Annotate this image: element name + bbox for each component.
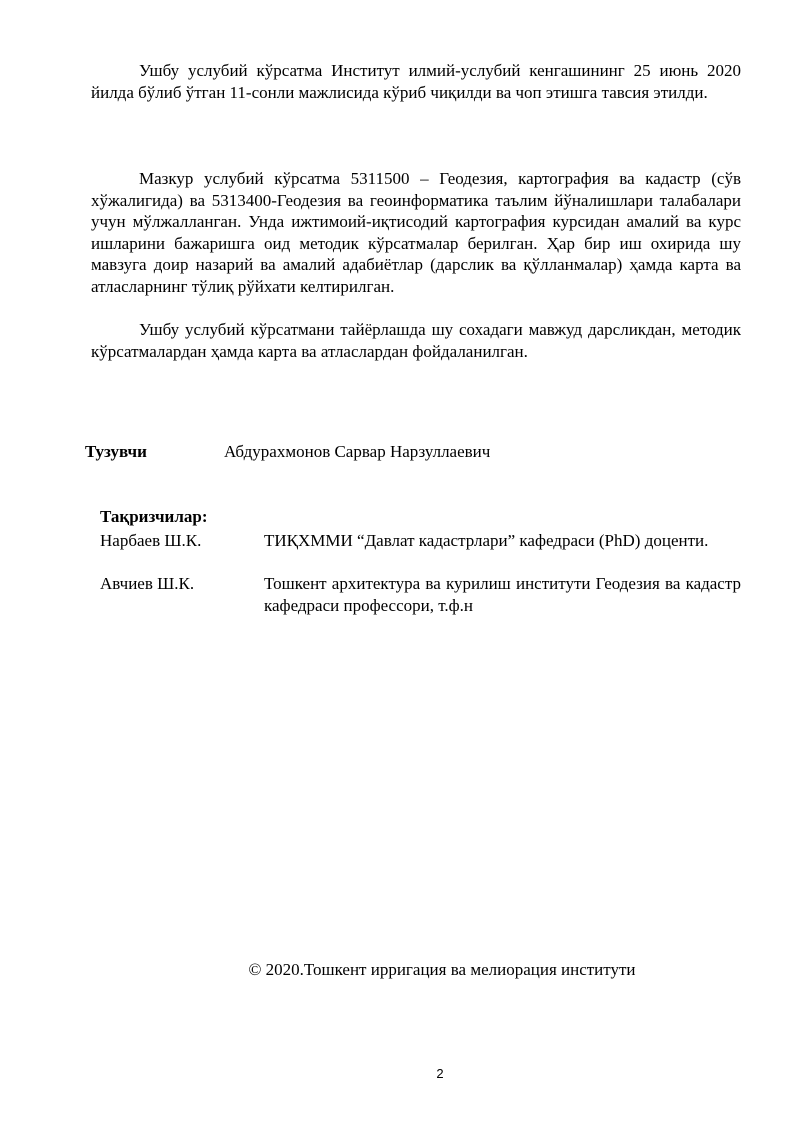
sources-paragraph: Ушбу услубий кўрсатмани тайёрлашда шу сохадаги мавжуд дарсликдан, методик кўрсатмалардан ҳамда карта ва атласлардан фойдаланилган. (91, 320, 741, 361)
reviewer-description: ТИҚХММИ “Давлат кадастрлари” кафедраси (PhD) доценти. (264, 531, 709, 550)
purpose-paragraph: Мазкур услубий кўрсатма 5311500 – Геодезия, картография ва кадастр (сўв хўжалигида) ва 5313400-Геодезия ва геоинформатика таълим йўналишлари талабалари учун мўлжалланган. Унда ижтимоий-иқтисодий картография курсидан амалий ва курс ишларини бажаришга оид методик кўрсатмалар берилган. Ҳар бир иш охирида шу мавзуга доир назарий ва амалий адабиётлар (дарслик ва қўлланмалар) ҳамда карта ва атласларнинг тўлиқ рўйхати келтирилган. (91, 169, 741, 296)
copyright-notice: © 2020.Тошкент ирригация ва мелиорация институти (248, 960, 636, 979)
reviewer-description: Тошкент архитектура ва курилиш институти Геодезия ва кадастр кафедраси профессори, т.ф.н (264, 574, 741, 615)
reviewer-name: Авчиев Ш.К. (100, 574, 195, 593)
approval-paragraph: Ушбу услубий кўрсатма Институт илмий-услубий кенгашининг 25 июнь 2020 йилда бўлиб ўтган 11-сонли мажлисида кўриб чиқилди ва чоп этишга тавсия этилди. (91, 61, 741, 102)
author-role-label: Тузувчи (85, 442, 147, 461)
author-name: Абдурахмонов Сарвар Нарзуллаевич (224, 442, 491, 461)
reviewer-name: Нарбаев Ш.К. (100, 531, 202, 550)
page-number: 2 (436, 1066, 444, 1081)
reviewers-heading: Тақризчилар: (100, 507, 208, 526)
